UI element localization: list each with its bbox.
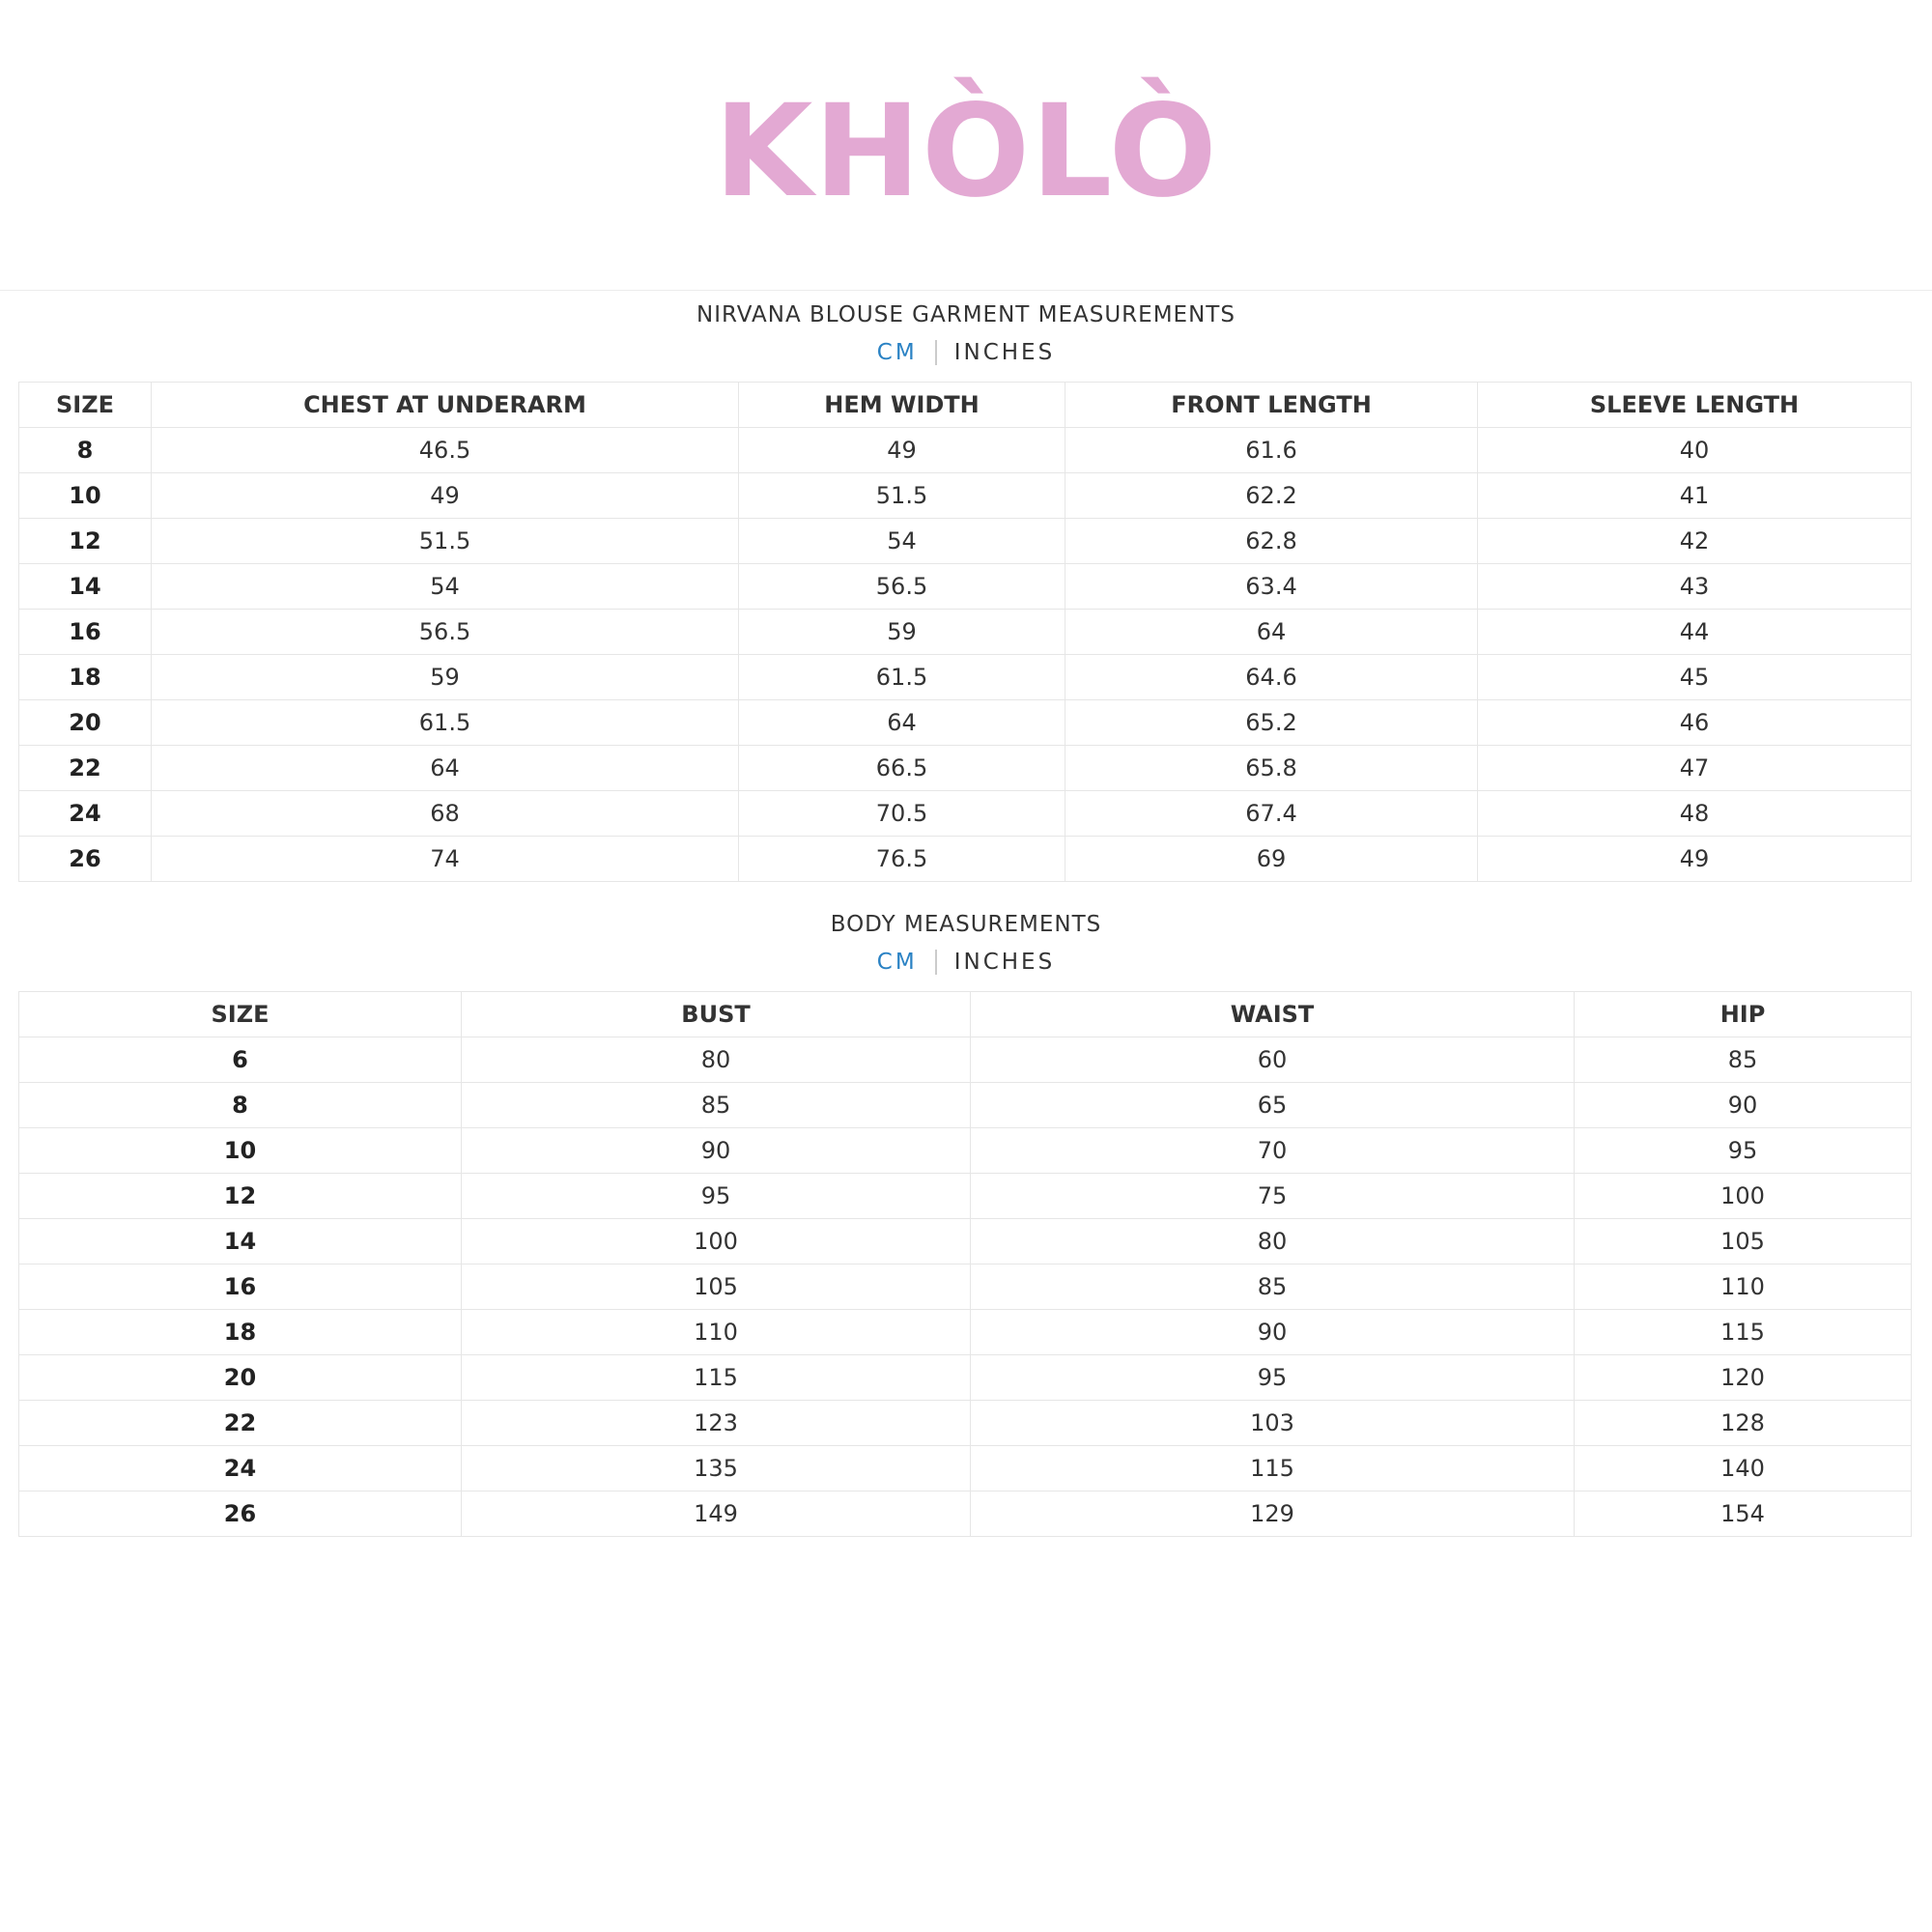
table-header-row [19, 992, 1912, 1037]
size-cell: 22 [19, 1401, 462, 1446]
body-unit-toggle [0, 948, 1932, 977]
measurement-cell: 76.5 [739, 837, 1065, 882]
measurement-cell: 46.5 [152, 428, 739, 473]
size-cell: 12 [19, 1174, 462, 1219]
measurement-cell: 56.5 [152, 610, 739, 655]
column-header: FRONT LENGTH [1065, 383, 1478, 428]
measurement-cell: 110 [1575, 1264, 1912, 1310]
table-row [19, 1264, 1912, 1310]
brand-logo[interactable]: KHÒLÒ [714, 77, 1218, 226]
size-cell: 8 [19, 1083, 462, 1128]
garment-unit-inches-tab[interactable]: INCHES [953, 340, 1056, 365]
measurement-cell: 103 [971, 1401, 1575, 1446]
size-cell: 12 [19, 519, 152, 564]
table-row [19, 610, 1912, 655]
size-cell: 22 [19, 746, 152, 791]
measurement-cell: 69 [1065, 837, 1478, 882]
measurement-cell: 120 [1575, 1355, 1912, 1401]
size-cell: 18 [19, 655, 152, 700]
measurement-cell: 149 [462, 1492, 971, 1537]
column-header: SIZE [19, 992, 462, 1037]
measurement-cell: 70.5 [739, 791, 1065, 837]
size-cell: 14 [19, 564, 152, 610]
measurement-cell: 154 [1575, 1492, 1912, 1537]
measurement-cell: 70 [971, 1128, 1575, 1174]
column-header: HIP [1575, 992, 1912, 1037]
table-row [19, 1128, 1912, 1174]
body-measurements-table [18, 991, 1912, 1537]
size-cell: 8 [19, 428, 152, 473]
size-cell: 20 [19, 1355, 462, 1401]
unit-separator [935, 340, 937, 365]
measurement-cell: 80 [971, 1219, 1575, 1264]
measurement-cell: 90 [971, 1310, 1575, 1355]
table-row [19, 1219, 1912, 1264]
measurement-cell: 40 [1478, 428, 1912, 473]
column-header: WAIST [971, 992, 1575, 1037]
size-cell: 14 [19, 1219, 462, 1264]
table-row [19, 700, 1912, 746]
unit-separator [935, 950, 937, 975]
measurement-cell: 90 [462, 1128, 971, 1174]
size-cell: 20 [19, 700, 152, 746]
measurement-cell: 105 [462, 1264, 971, 1310]
measurement-cell: 67.4 [1065, 791, 1478, 837]
size-cell: 26 [19, 837, 152, 882]
measurement-cell: 140 [1575, 1446, 1912, 1492]
measurement-cell: 80 [462, 1037, 971, 1083]
measurement-cell: 51.5 [152, 519, 739, 564]
measurement-cell: 48 [1478, 791, 1912, 837]
garment-measurements-table [18, 382, 1912, 882]
size-cell: 26 [19, 1492, 462, 1537]
size-cell: 24 [19, 791, 152, 837]
measurement-cell: 54 [152, 564, 739, 610]
measurement-cell: 64 [152, 746, 739, 791]
measurement-cell: 63.4 [1065, 564, 1478, 610]
table-row [19, 473, 1912, 519]
table-row [19, 564, 1912, 610]
column-header: SLEEVE LENGTH [1478, 383, 1912, 428]
garment-unit-cm-tab[interactable]: CM [876, 340, 918, 365]
measurement-cell: 51.5 [739, 473, 1065, 519]
measurement-cell: 61.6 [1065, 428, 1478, 473]
measurement-cell: 123 [462, 1401, 971, 1446]
garment-unit-toggle [0, 338, 1932, 367]
measurement-cell: 100 [462, 1219, 971, 1264]
measurement-cell: 64 [1065, 610, 1478, 655]
measurement-cell: 90 [1575, 1083, 1912, 1128]
measurement-cell: 115 [1575, 1310, 1912, 1355]
measurement-cell: 49 [152, 473, 739, 519]
size-cell: 24 [19, 1446, 462, 1492]
measurement-cell: 64 [739, 700, 1065, 746]
measurement-cell: 128 [1575, 1401, 1912, 1446]
measurement-cell: 135 [462, 1446, 971, 1492]
measurement-cell: 62.8 [1065, 519, 1478, 564]
measurement-cell: 56.5 [739, 564, 1065, 610]
size-cell: 6 [19, 1037, 462, 1083]
measurement-cell: 61.5 [152, 700, 739, 746]
measurement-cell: 59 [739, 610, 1065, 655]
size-cell: 18 [19, 1310, 462, 1355]
table-row [19, 1355, 1912, 1401]
table-header-row [19, 383, 1912, 428]
measurement-cell: 43 [1478, 564, 1912, 610]
measurement-cell: 47 [1478, 746, 1912, 791]
measurement-cell: 41 [1478, 473, 1912, 519]
measurement-cell: 129 [971, 1492, 1575, 1537]
garment-section-title: NIRVANA BLOUSE GARMENT MEASUREMENTS [696, 302, 1236, 327]
table-row [19, 1401, 1912, 1446]
measurement-cell: 64.6 [1065, 655, 1478, 700]
measurement-cell: 65.8 [1065, 746, 1478, 791]
measurement-cell: 110 [462, 1310, 971, 1355]
table-row [19, 1446, 1912, 1492]
measurement-cell: 75 [971, 1174, 1575, 1219]
body-unit-cm-tab[interactable]: CM [876, 950, 918, 975]
measurement-cell: 115 [462, 1355, 971, 1401]
table-row [19, 1174, 1912, 1219]
body-unit-inches-tab[interactable]: INCHES [953, 950, 1056, 975]
column-header: SIZE [19, 383, 152, 428]
table-row [19, 1037, 1912, 1083]
table-row [19, 655, 1912, 700]
size-cell: 16 [19, 610, 152, 655]
measurement-cell: 85 [971, 1264, 1575, 1310]
measurement-cell: 95 [462, 1174, 971, 1219]
measurement-cell: 61.5 [739, 655, 1065, 700]
measurement-cell: 68 [152, 791, 739, 837]
measurement-cell: 49 [739, 428, 1065, 473]
measurement-cell: 66.5 [739, 746, 1065, 791]
column-header: CHEST AT UNDERARM [152, 383, 739, 428]
measurement-cell: 74 [152, 837, 739, 882]
measurement-cell: 49 [1478, 837, 1912, 882]
measurement-cell: 42 [1478, 519, 1912, 564]
measurement-cell: 60 [971, 1037, 1575, 1083]
measurement-cell: 95 [1575, 1128, 1912, 1174]
measurement-cell: 46 [1478, 700, 1912, 746]
measurement-cell: 44 [1478, 610, 1912, 655]
table-row [19, 746, 1912, 791]
column-header: HEM WIDTH [739, 383, 1065, 428]
table-row [19, 837, 1912, 882]
measurement-cell: 85 [462, 1083, 971, 1128]
measurement-cell: 62.2 [1065, 473, 1478, 519]
size-cell: 10 [19, 1128, 462, 1174]
measurement-cell: 54 [739, 519, 1065, 564]
measurement-cell: 115 [971, 1446, 1575, 1492]
size-cell: 16 [19, 1264, 462, 1310]
measurement-cell: 100 [1575, 1174, 1912, 1219]
measurement-cell: 59 [152, 655, 739, 700]
size-cell: 10 [19, 473, 152, 519]
measurement-cell: 85 [1575, 1037, 1912, 1083]
table-row [19, 791, 1912, 837]
table-row [19, 1083, 1912, 1128]
measurement-cell: 95 [971, 1355, 1575, 1401]
measurement-cell: 65.2 [1065, 700, 1478, 746]
body-section-title: BODY MEASUREMENTS [830, 912, 1102, 937]
measurement-cell: 105 [1575, 1219, 1912, 1264]
table-row [19, 428, 1912, 473]
measurement-cell: 45 [1478, 655, 1912, 700]
header-divider [0, 290, 1932, 291]
table-row [19, 519, 1912, 564]
table-row [19, 1492, 1912, 1537]
column-header: BUST [462, 992, 971, 1037]
table-row [19, 1310, 1912, 1355]
measurement-cell: 65 [971, 1083, 1575, 1128]
